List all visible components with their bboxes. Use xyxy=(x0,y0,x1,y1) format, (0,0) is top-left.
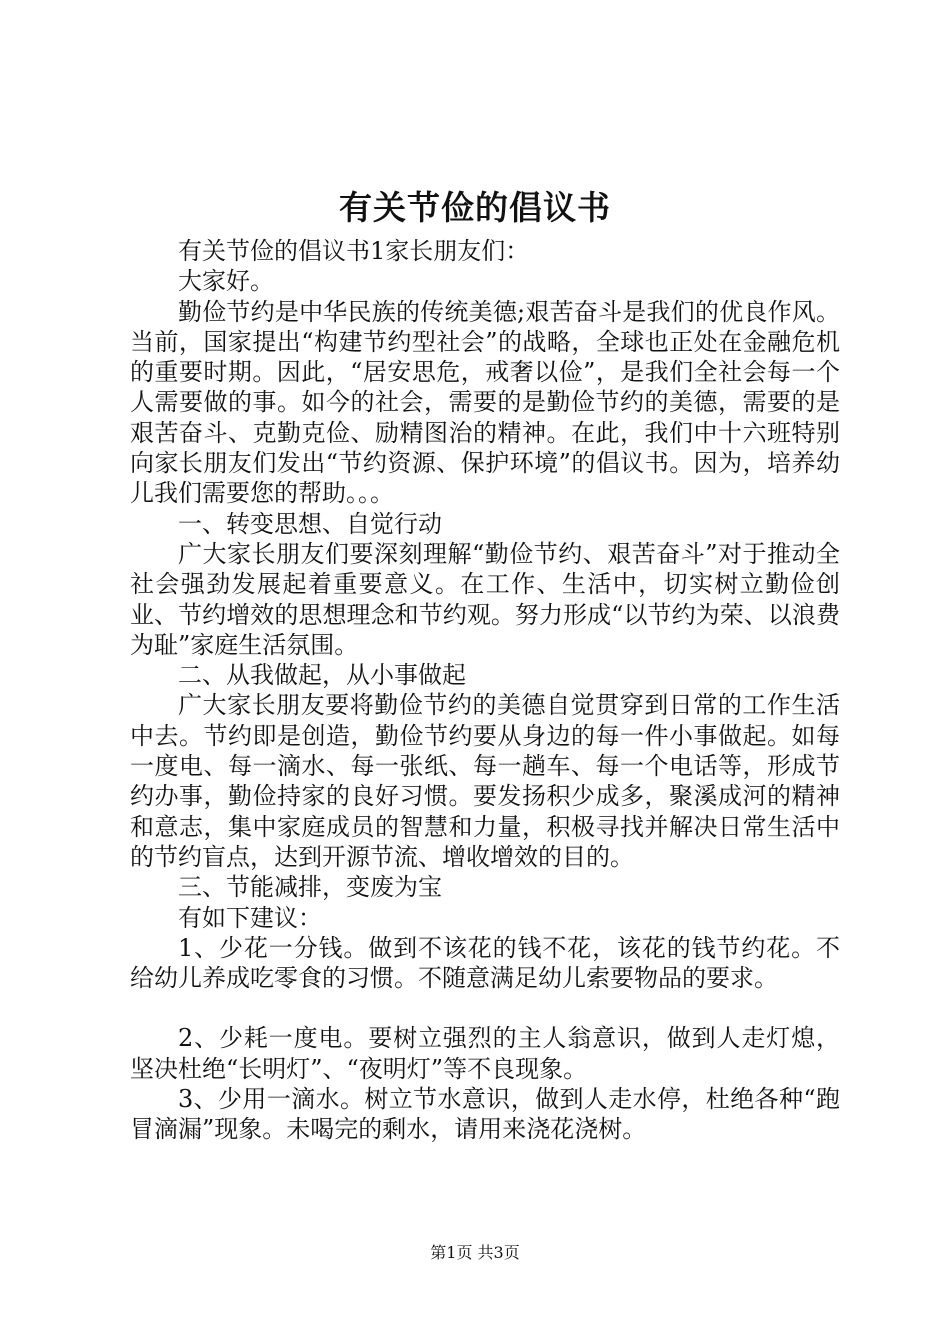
section-heading-3: 三、节能减排，变废为宝 xyxy=(178,873,442,902)
section-paragraph-2: 广大家长朋友要将勤俭节约的美德自觉贯穿到日常的工作生活中去。节约即是创造，勤俭节约要从身边的每一件小事做起。如每一度电、每一滴水、每一张纸、每一趟车、每一个电话等，形成节约办事，勤俭持家的良好习惯。要发扬积少成多，聚溪成河的精神和意志，集中家庭成员的智慧和力量，积极寻找并解决日常生活中的节约盲点，达到开源节流、增收增效的目的。 xyxy=(130,691,840,871)
salutation-line: 大家好。 xyxy=(178,267,274,296)
page-footer: 第1页 共3页 xyxy=(430,1243,520,1262)
suggestions-intro: 有如下建议： xyxy=(178,903,322,932)
intro-paragraph: 勤俭节约是中华民族的传统美德;艰苦奋斗是我们的优良作风。当前，国家提出“构建节约型社会”的战略，全球也正处在金融危机的重要时期。因此，“居安思危，戒奢以俭”，是我们全社会每一个人需要做的事。如今的社会，需要的是勤俭节约的美德，需要的是艰苦奋斗、克勤克俭、励精图治的精神。在此，我们中十六班特别向家长朋友们发出“节约资源、保护环境”的倡议书。因为，培养幼儿我们需要您的帮助。。。 xyxy=(130,297,840,508)
document-title: 有关节俭的倡议书 xyxy=(339,188,611,227)
section-heading-2: 二、从我做起，从小事做起 xyxy=(178,661,466,690)
section-paragraph-1: 广大家长朋友们要深刻理解“勤俭节约、艰苦奋斗”对于推动全社会强劲发展起着重要意义。在工作、生活中，切实树立勤俭创业、节约增效的思想理念和节约观。努力形成“以节约为荣、以浪费为耻”家庭生活氛围。 xyxy=(130,539,840,659)
section-heading-1: 一、转变思想、自觉行动 xyxy=(178,509,442,538)
document-body xyxy=(130,236,840,1145)
suggestion-item: 2、少耗一度电。要树立强烈的主人翁意识，做到人走灯熄，坚决杜绝“长明灯”、“夜明灯”等不良现象。 xyxy=(130,1024,840,1083)
paragraph-spacer xyxy=(130,993,840,1023)
greeting-line: 有关节俭的倡议书1家长朋友们： xyxy=(178,237,530,265)
suggestion-item: 1、少花一分钱。做到不该花的钱不花，该花的钱节约花。不给幼儿养成吃零食的习惯。不随意满足幼儿索要物品的要求。 xyxy=(130,933,840,993)
suggestion-item: 3、少用一滴水。树立节水意识，做到人走水停，杜绝各种“跑冒滴漏”现象。未喝完的剩水，请用来浇花浇树。 xyxy=(130,1085,840,1144)
